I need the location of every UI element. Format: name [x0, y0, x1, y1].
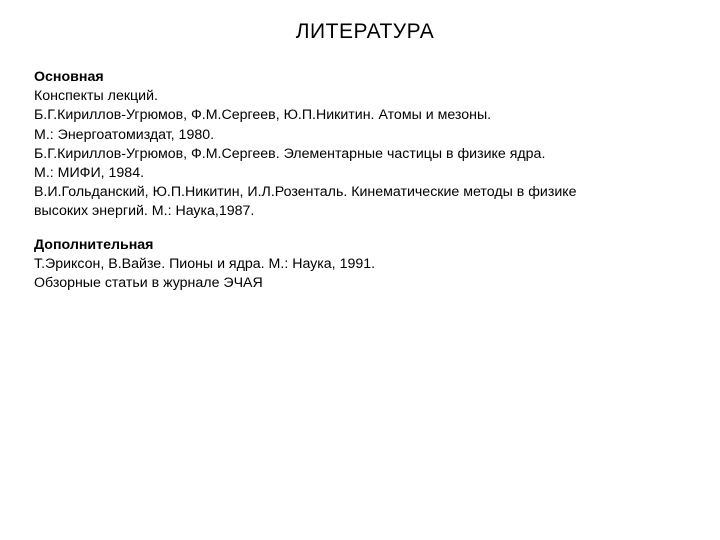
main-line-6: В.И.Гольданский, Ю.П.Никитин, И.Л.Розенталь. Кинематические методы в физике	[34, 184, 577, 201]
literature-list	[34, 68, 684, 293]
additional-literature-section	[34, 236, 684, 294]
main-line-5: М.: МИФИ, 1984.	[34, 165, 145, 182]
main-line-2: Б.Г.Кириллов-Угрюмов, Ф.М.Сергеев, Ю.П.Никитин. Атомы и мезоны.	[34, 107, 492, 124]
main-line-3: М.: Энергоатомиздат, 1980.	[34, 126, 215, 143]
page-title: ЛИТЕРАТУРА	[295, 20, 435, 43]
main-section-heading: Основная	[34, 69, 104, 85]
main-literature-section	[34, 68, 684, 222]
additional-section-heading: Дополнительная	[34, 236, 154, 253]
section-spacer	[34, 222, 684, 236]
additional-line-2: Обзорные статьи в журнале ЭЧАЯ	[34, 275, 263, 292]
additional-line-1: Т.Эриксон, В.Вайзе. Пионы и ядра. М.: Наука, 1991.	[34, 255, 376, 272]
main-line-1: Конспекты лекций.	[34, 88, 158, 105]
main-line-7: высоких энергий. М.: Наука,1987.	[34, 203, 255, 220]
main-line-4: Б.Г.Кириллов-Угрюмов, Ф.М.Сергеев. Элементарные частицы в физике ядра.	[34, 145, 546, 162]
